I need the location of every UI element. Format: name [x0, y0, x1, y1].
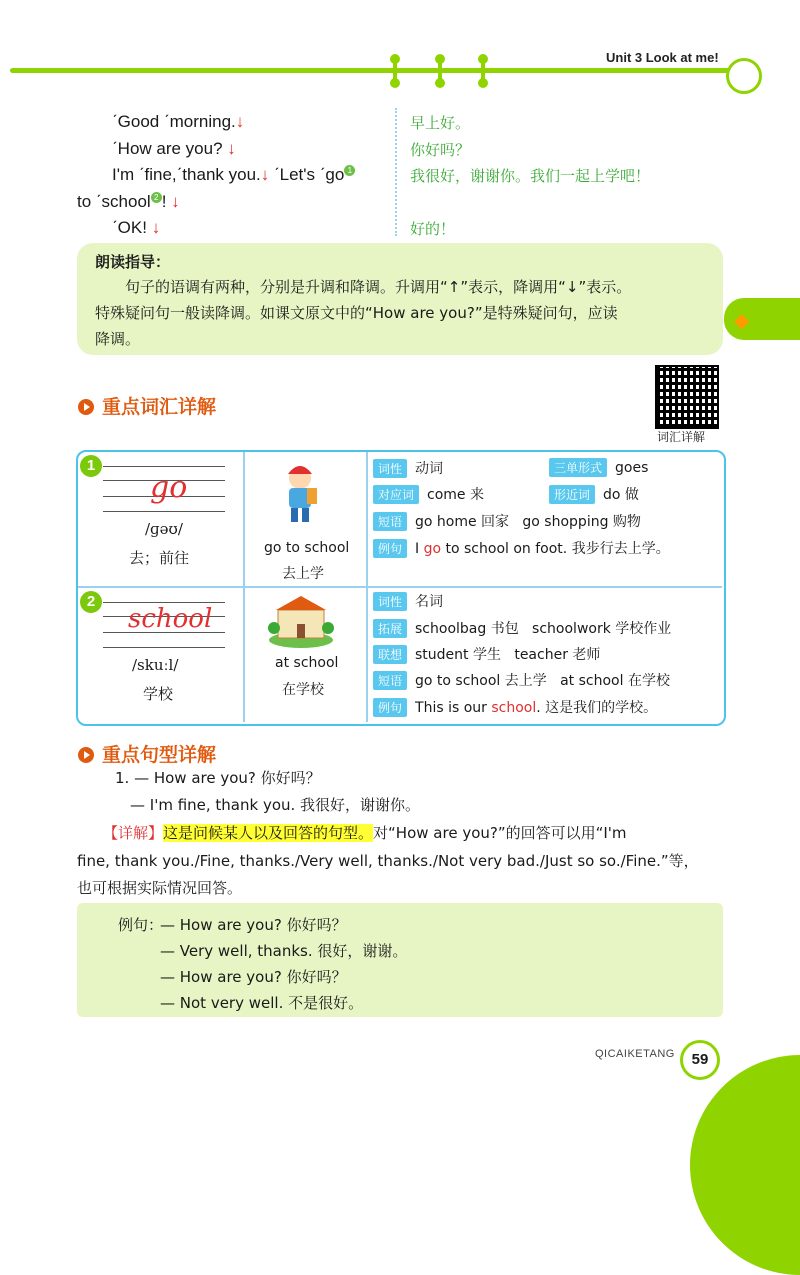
vocab-row: 对应词 come 来	[373, 484, 484, 504]
detail-line-2: fine, thank you./Fine, thanks./Very well, thanks./Not very bad./Just so so./Fine.”等，	[77, 852, 699, 870]
example-line: — Very well, thanks. 很好，谢谢。	[160, 942, 408, 960]
boy-walking-icon	[275, 458, 325, 528]
sentence-section-title: 重点句型详解	[78, 740, 216, 767]
divider	[395, 108, 397, 236]
word-cursive: school	[128, 604, 213, 634]
phonetic: /skuːl/	[132, 656, 179, 674]
fall-arrow-icon: ↓	[151, 218, 161, 237]
play-icon	[78, 399, 94, 415]
ruled-line	[103, 511, 225, 512]
header-line	[10, 68, 740, 73]
brand-label: QICAIKETANG	[595, 1048, 675, 1060]
example-line: — How are you? 你好吗？	[160, 968, 347, 986]
dialogue-en: to ˊschool	[77, 192, 151, 211]
dialogue-cn: 我很好，谢谢你。我们一起上学吧！	[410, 167, 651, 185]
vocab-row: 短语 go home 回家 go shopping 购物	[373, 511, 641, 531]
picture-caption-cn: 在学校	[282, 682, 324, 698]
fall-arrow-icon: ↓	[227, 139, 236, 158]
dialogue-cn: 好的！	[410, 220, 456, 238]
binder-ring-icon	[390, 54, 400, 88]
dialogue-line-2	[112, 139, 236, 159]
picture-caption-en: go to school	[264, 540, 350, 556]
dialogue-en: I'm ˊfine,ˊthank you.	[112, 165, 261, 184]
binder-ring-icon	[478, 54, 488, 88]
vocab-row: 词性 动词	[373, 458, 443, 478]
mascot-icon	[726, 58, 762, 94]
table-divider	[78, 586, 722, 588]
dialogue-line-1	[112, 112, 244, 132]
dialogue-en: ˊHow are you?	[112, 139, 223, 158]
qr-code-icon[interactable]	[655, 365, 719, 429]
detail-line-1: 【详解】这是问候某人以及回答的句型。对“How are you?”的回答可以用“I'm	[103, 824, 627, 842]
picture-caption-cn: 去上学	[282, 566, 324, 582]
example-line: — Not very well. 不是很好。	[160, 994, 364, 1012]
dialogue-en: ˊGood ˊmorning.	[112, 112, 236, 131]
note-marker: 1	[344, 165, 355, 176]
phonetic: /ɡəʊ/	[145, 520, 183, 538]
ruled-line	[103, 602, 225, 603]
word-meaning: 去；前往	[129, 549, 190, 567]
note-marker: 2	[151, 192, 162, 203]
word-number: 1	[80, 455, 102, 477]
dialogue-line-5	[112, 218, 160, 238]
page-number: 59	[680, 1040, 720, 1080]
word-number: 2	[80, 591, 102, 613]
vocab-row: 词性 名词	[373, 591, 443, 611]
dialogue-line-4: to ˊschool 2 ! ↓	[77, 192, 180, 211]
fall-arrow-icon: ↓	[171, 192, 180, 211]
picture-caption-en: at school	[275, 655, 339, 671]
play-icon	[78, 747, 94, 763]
sentence-question: 1. — How are you? 你好吗？	[115, 769, 321, 787]
vocab-section-title: 重点词汇详解	[78, 392, 216, 419]
vocab-row: 拓展 schoolbag 书包 schoolwork 学校作业	[373, 618, 671, 638]
vocab-row: 例句 I go to school on foot. 我步行去上学。	[373, 538, 670, 558]
reading-guide-text: 降调。	[95, 330, 141, 348]
vocab-row: 三单形式 goes	[549, 458, 648, 477]
sentence-answer: — I'm fine, thank you. 我很好，谢谢你。	[130, 796, 421, 814]
examples-label: 例句：	[118, 916, 164, 934]
fall-arrow-icon: ↓	[260, 165, 270, 184]
fall-arrow-icon: ↓	[235, 112, 245, 131]
reading-guide-text: 特殊疑问句一般读降调。如课文原文中的“How are you?”是特殊疑问句，应读	[95, 304, 618, 322]
detail-line-3: 也可根据实际情况回答。	[77, 879, 243, 897]
dialogue-cn: 早上好。	[410, 114, 471, 132]
dialogue-en: ˊOK!	[112, 218, 147, 237]
fish-icon: ◆	[734, 310, 750, 332]
school-building-icon	[268, 590, 334, 648]
dialogue-en: ˊLet's ˊgo	[273, 165, 345, 184]
dialogue-line-3	[112, 165, 355, 185]
corner-decoration	[690, 1055, 800, 1275]
dialogue-cn: 你好吗？	[410, 141, 471, 159]
vocab-row: 短语 go to school 去上学 at school 在学校	[373, 670, 670, 690]
example-line: — How are you? 你好吗？	[160, 916, 347, 934]
word-cursive: go	[150, 470, 188, 505]
ruled-line	[103, 466, 225, 467]
unit-label: Unit 3 Look at me!	[606, 50, 719, 65]
vocab-row: 形近词 do 做	[549, 484, 639, 504]
binder-ring-icon	[435, 54, 445, 88]
qr-label: 词汇详解	[657, 430, 706, 444]
word-meaning: 学校	[143, 685, 174, 703]
reading-guide-text: 句子的语调有两种，分别是升调和降调。升调用“↑”表示，降调用“↓”表示。	[125, 278, 632, 296]
vocab-row: 联想 student 学生 teacher 老师	[373, 644, 600, 664]
vocab-row: 例句 This is our school. 这是我们的学校。	[373, 697, 657, 717]
ruled-line	[103, 647, 225, 648]
reading-guide-title: 朗读指导：	[95, 253, 171, 271]
